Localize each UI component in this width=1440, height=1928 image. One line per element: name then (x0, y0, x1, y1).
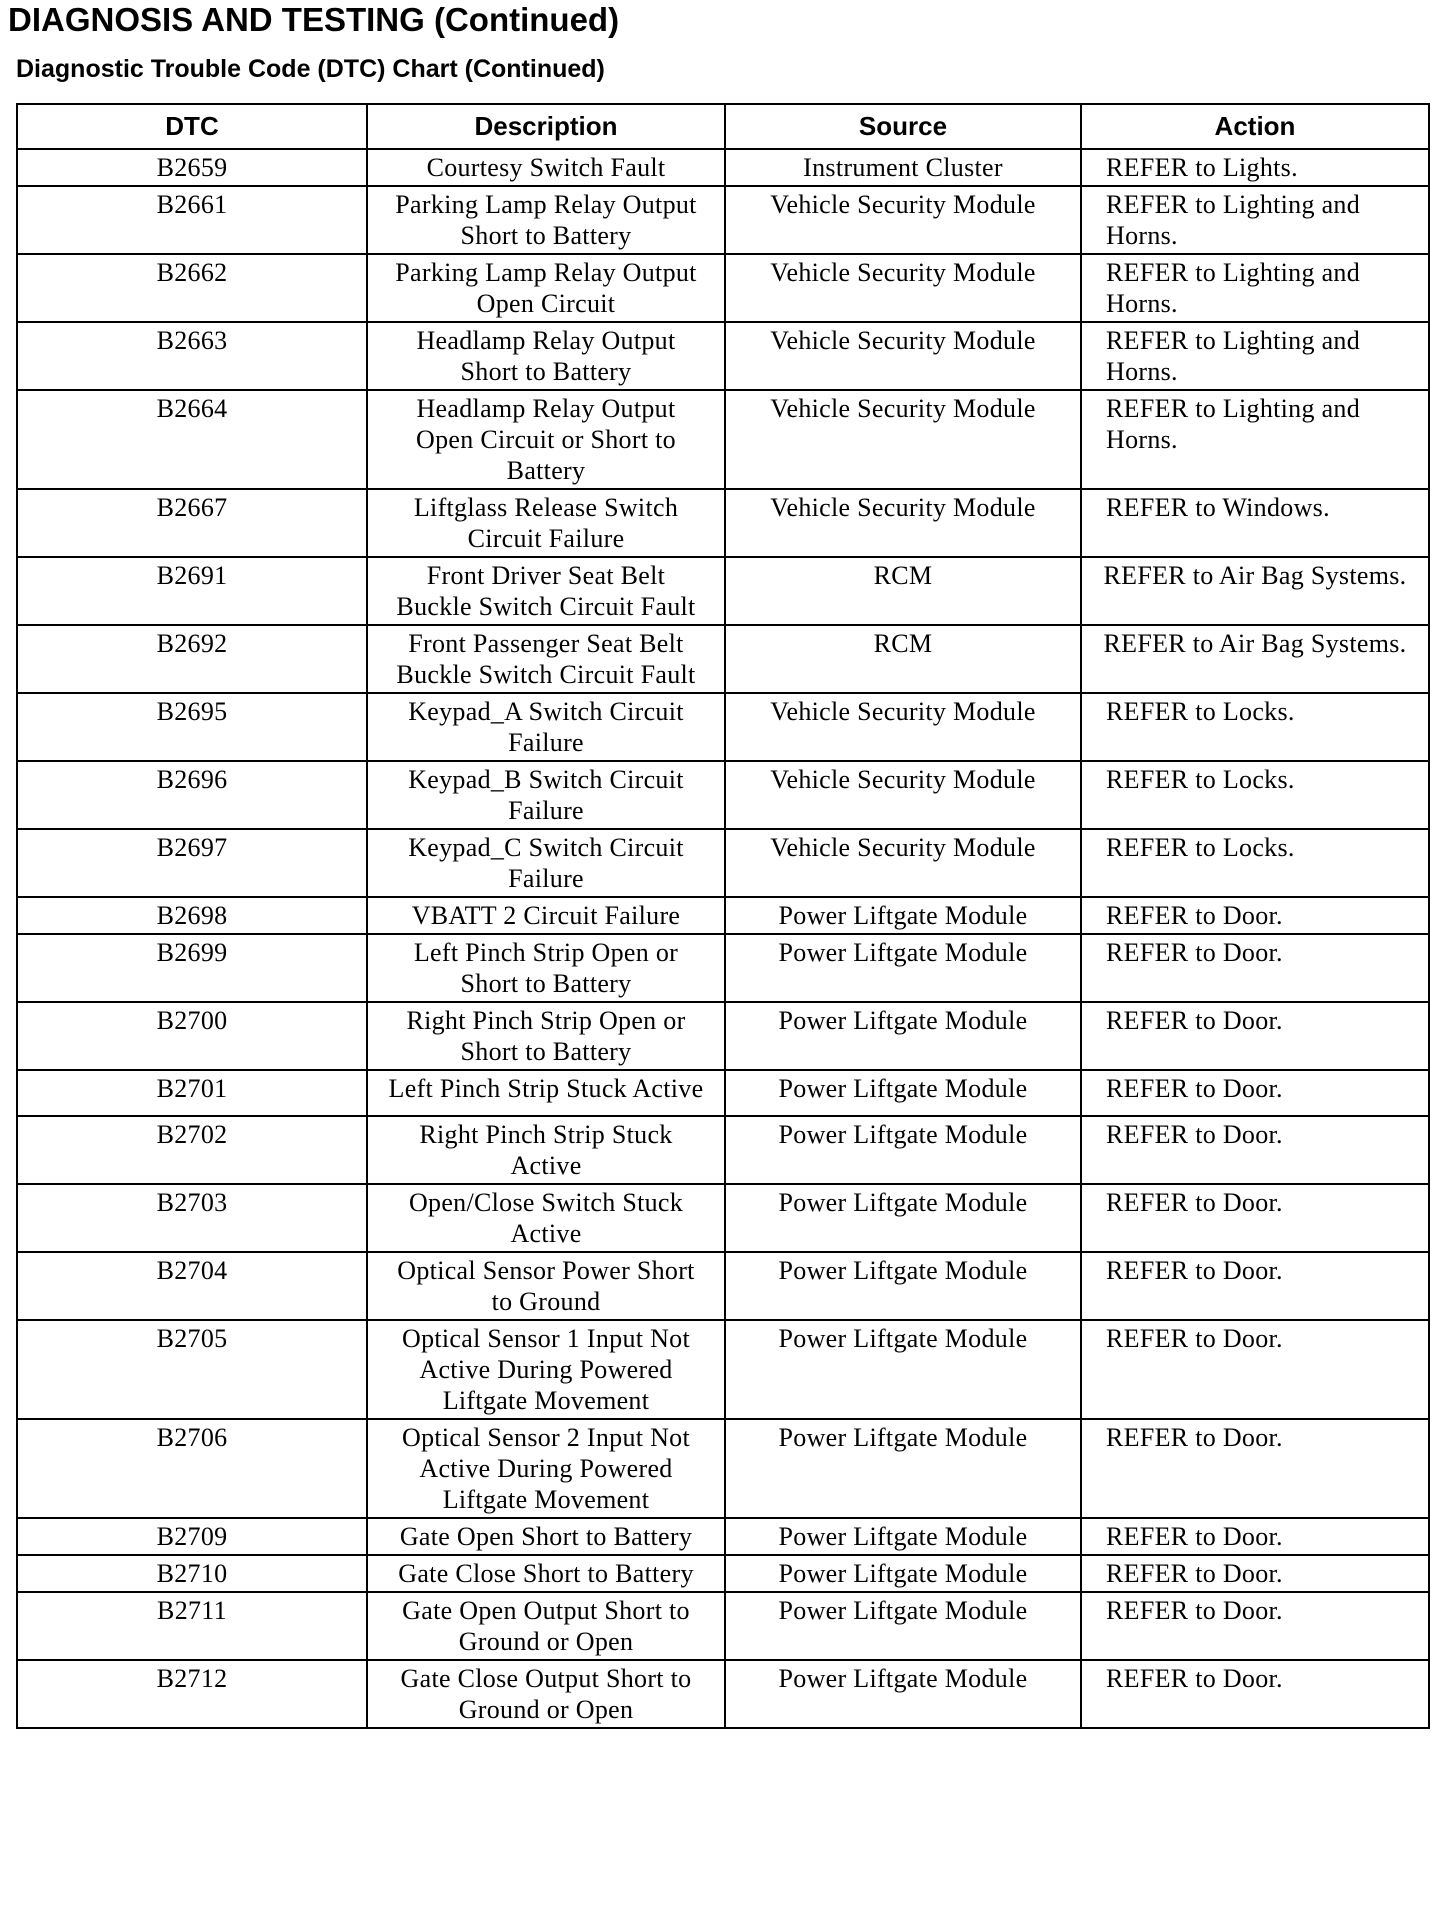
dtc-source: Power Liftgate Module (725, 1419, 1081, 1518)
dtc-action: REFER to Door. (1081, 934, 1429, 1002)
dtc-description: Front Driver Seat Belt Buckle Switch Circuit Fault (367, 557, 725, 625)
dtc-action: REFER to Door. (1081, 1419, 1429, 1518)
dtc-action: REFER to Door. (1081, 897, 1429, 934)
table-row (17, 625, 1429, 693)
dtc-code: B2663 (17, 322, 367, 390)
dtc-action: REFER to Door. (1081, 1252, 1429, 1320)
table-row (17, 1184, 1429, 1252)
dtc-code: B2659 (17, 149, 367, 186)
table-row (17, 489, 1429, 557)
dtc-source: RCM (725, 625, 1081, 693)
dtc-action: REFER to Door. (1081, 1592, 1429, 1660)
dtc-source: Power Liftgate Module (725, 1002, 1081, 1070)
dtc-code: B2664 (17, 390, 367, 489)
dtc-description: Front Passenger Seat Belt Buckle Switch Circuit Fault (367, 625, 725, 693)
dtc-code: B2709 (17, 1518, 367, 1555)
dtc-description: Gate Close Output Short to Ground or Open (367, 1660, 725, 1728)
dtc-action: REFER to Door. (1081, 1660, 1429, 1728)
dtc-action: REFER to Locks. (1081, 693, 1429, 761)
table-row (17, 897, 1429, 934)
dtc-code: B2700 (17, 1002, 367, 1070)
dtc-code: B2701 (17, 1070, 367, 1116)
dtc-description: Liftglass Release Switch Circuit Failure (367, 489, 725, 557)
dtc-source: Power Liftgate Module (725, 1660, 1081, 1728)
table-row (17, 186, 1429, 254)
dtc-action: REFER to Lighting and Horns. (1081, 254, 1429, 322)
dtc-source: Power Liftgate Module (725, 1592, 1081, 1660)
dtc-action: REFER to Air Bag Systems. (1081, 625, 1429, 693)
dtc-code: B2711 (17, 1592, 367, 1660)
dtc-action: REFER to Lighting and Horns. (1081, 390, 1429, 489)
dtc-action: REFER to Door. (1081, 1070, 1429, 1116)
table-row (17, 934, 1429, 1002)
dtc-description: Gate Close Short to Battery (367, 1555, 725, 1592)
dtc-source: Vehicle Security Module (725, 322, 1081, 390)
dtc-action: REFER to Door. (1081, 1184, 1429, 1252)
table-row (17, 1555, 1429, 1592)
dtc-code: B2703 (17, 1184, 367, 1252)
dtc-action: REFER to Door. (1081, 1518, 1429, 1555)
dtc-source: Power Liftgate Module (725, 1116, 1081, 1184)
dtc-description: Optical Sensor 1 Input Not Active During Powered Liftgate Movement (367, 1320, 725, 1419)
dtc-source: Instrument Cluster (725, 149, 1081, 186)
dtc-description: Parking Lamp Relay Output Open Circuit (367, 254, 725, 322)
dtc-description: Optical Sensor 2 Input Not Active During Powered Liftgate Movement (367, 1419, 725, 1518)
dtc-code: B2697 (17, 829, 367, 897)
dtc-description: Left Pinch Strip Open or Short to Battery (367, 934, 725, 1002)
dtc-description: Right Pinch Strip Stuck Active (367, 1116, 725, 1184)
dtc-source: Vehicle Security Module (725, 693, 1081, 761)
dtc-code: B2667 (17, 489, 367, 557)
dtc-description: Right Pinch Strip Open or Short to Battery (367, 1002, 725, 1070)
page-title: DIAGNOSIS AND TESTING (Continued) (8, 1, 620, 38)
table-row (17, 254, 1429, 322)
table-row (17, 1660, 1429, 1728)
table-row (17, 761, 1429, 829)
dtc-description: Left Pinch Strip Stuck Active (367, 1070, 725, 1116)
dtc-action: REFER to Air Bag Systems. (1081, 557, 1429, 625)
column-header-action: Action (1081, 104, 1429, 149)
dtc-action: REFER to Lights. (1081, 149, 1429, 186)
table-row (17, 1518, 1429, 1555)
dtc-source: Power Liftgate Module (725, 1320, 1081, 1419)
table-row (17, 322, 1429, 390)
table-header-row (17, 104, 1429, 149)
table-row (17, 149, 1429, 186)
dtc-action: REFER to Door. (1081, 1002, 1429, 1070)
dtc-action: REFER to Lighting and Horns. (1081, 186, 1429, 254)
dtc-action: REFER to Door. (1081, 1116, 1429, 1184)
dtc-source: Vehicle Security Module (725, 390, 1081, 489)
dtc-description: Keypad_A Switch Circuit Failure (367, 693, 725, 761)
dtc-description: Keypad_B Switch Circuit Failure (367, 761, 725, 829)
dtc-source: Vehicle Security Module (725, 829, 1081, 897)
dtc-description: Gate Open Output Short to Ground or Open (367, 1592, 725, 1660)
dtc-action: REFER to Lighting and Horns. (1081, 322, 1429, 390)
table-row (17, 1320, 1429, 1419)
dtc-code: B2696 (17, 761, 367, 829)
dtc-code: B2698 (17, 897, 367, 934)
dtc-action: REFER to Locks. (1081, 761, 1429, 829)
dtc-code: B2692 (17, 625, 367, 693)
dtc-description: VBATT 2 Circuit Failure (367, 897, 725, 934)
dtc-code: B2691 (17, 557, 367, 625)
dtc-code: B2699 (17, 934, 367, 1002)
table-row (17, 1116, 1429, 1184)
table-row (17, 1252, 1429, 1320)
dtc-action: REFER to Locks. (1081, 829, 1429, 897)
dtc-code: B2661 (17, 186, 367, 254)
chart-subtitle: Diagnostic Trouble Code (DTC) Chart (Continued) (16, 55, 605, 83)
dtc-source: Vehicle Security Module (725, 254, 1081, 322)
dtc-code: B2662 (17, 254, 367, 322)
table-row (17, 829, 1429, 897)
table-row (17, 1070, 1429, 1116)
table-row (17, 1419, 1429, 1518)
dtc-description: Optical Sensor Power Short to Ground (367, 1252, 725, 1320)
dtc-source: Power Liftgate Module (725, 1518, 1081, 1555)
column-header-source: Source (725, 104, 1081, 149)
dtc-source: Power Liftgate Module (725, 1070, 1081, 1116)
dtc-source: Power Liftgate Module (725, 1184, 1081, 1252)
table-row (17, 390, 1429, 489)
dtc-action: REFER to Door. (1081, 1555, 1429, 1592)
table-row (17, 1592, 1429, 1660)
table-row (17, 557, 1429, 625)
dtc-source: Power Liftgate Module (725, 1555, 1081, 1592)
dtc-description: Parking Lamp Relay Output Short to Battery (367, 186, 725, 254)
dtc-source: Power Liftgate Module (725, 934, 1081, 1002)
dtc-table (16, 103, 1430, 1729)
dtc-action: REFER to Windows. (1081, 489, 1429, 557)
dtc-code: B2695 (17, 693, 367, 761)
dtc-description: Gate Open Short to Battery (367, 1518, 725, 1555)
dtc-code: B2704 (17, 1252, 367, 1320)
dtc-description: Headlamp Relay Output Open Circuit or Short to Battery (367, 390, 725, 489)
dtc-code: B2710 (17, 1555, 367, 1592)
dtc-code: B2712 (17, 1660, 367, 1728)
column-header-description: Description (367, 104, 725, 149)
dtc-source: Power Liftgate Module (725, 897, 1081, 934)
dtc-code: B2706 (17, 1419, 367, 1518)
dtc-description: Headlamp Relay Output Short to Battery (367, 322, 725, 390)
dtc-code: B2702 (17, 1116, 367, 1184)
table-row (17, 693, 1429, 761)
dtc-description: Courtesy Switch Fault (367, 149, 725, 186)
dtc-source: RCM (725, 557, 1081, 625)
dtc-source: Vehicle Security Module (725, 186, 1081, 254)
dtc-source: Power Liftgate Module (725, 1252, 1081, 1320)
dtc-source: Vehicle Security Module (725, 761, 1081, 829)
dtc-code: B2705 (17, 1320, 367, 1419)
dtc-source: Vehicle Security Module (725, 489, 1081, 557)
column-header-dtc: DTC (17, 104, 367, 149)
dtc-action: REFER to Door. (1081, 1320, 1429, 1419)
dtc-description: Keypad_C Switch Circuit Failure (367, 829, 725, 897)
dtc-description: Open/Close Switch Stuck Active (367, 1184, 725, 1252)
table-row (17, 1002, 1429, 1070)
